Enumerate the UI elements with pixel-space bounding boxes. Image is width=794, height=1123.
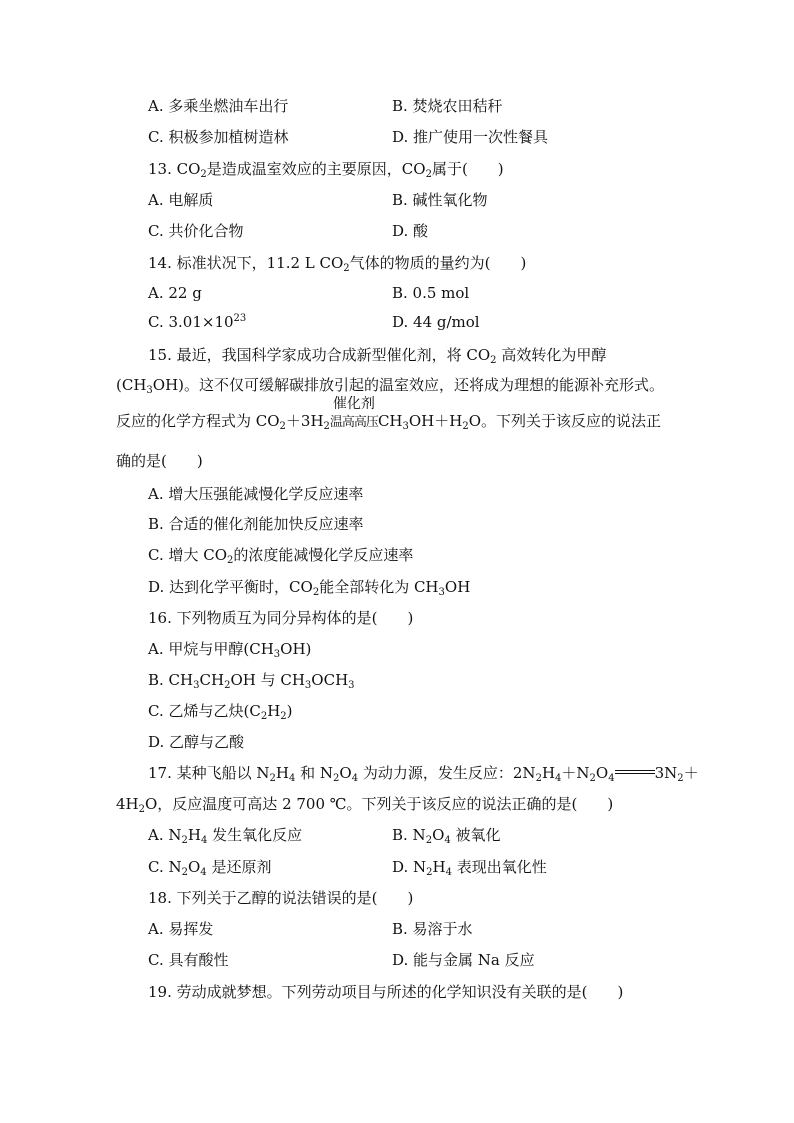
q13-options-row-1 (148, 189, 708, 211)
q17-stem-line-2: $4H_2O$，反应温度可高达 2 700 ℃。下列关于该反应的说法正确的是( ) (116, 795, 614, 815)
q16-option-a[interactable]: A. 甲烷与甲醇$(CH_3OH)$ (148, 640, 312, 660)
q18-option-a[interactable]: A. 易挥发 (148, 920, 214, 938)
q14-option-a[interactable]: A. 22 g (148, 284, 202, 302)
q14-option-d[interactable]: D. 44 g/mol (392, 313, 480, 331)
q12-option-a[interactable]: A. 多乘坐燃油车出行 (148, 97, 289, 115)
q12-option-d[interactable]: D. 推广使用一次性餐具 (392, 128, 549, 146)
q12-options-row-1 (148, 95, 708, 117)
q14-options-row-2 (148, 311, 708, 333)
q15-stem-line-2: $(CH_3OH)$。这不仅可缓解碳排放引起的温室效应，还将成为理想的能源补充形式。 (116, 376, 665, 396)
q12-option-b[interactable]: B. 焚烧农田秸秆 (392, 97, 503, 115)
q12-options-row-2 (148, 126, 708, 148)
q13-option-b[interactable]: B. 碱性氧化物 (392, 191, 488, 209)
catalyst-label: 催化剂 (332, 396, 375, 412)
q17-stem-line-1: 17. 某种飞船以 $N_2H_4$ 和 $N_2O_4$ 为动力源，发生反应：$2N_2H_4+N_2O_4$ $3N_2+$ (148, 764, 699, 784)
q15-equation-line: 反应的化学方程式为 $CO_2+3H_2$ 催化剂 温高高压$CH_3OH+H_2O$。下列关于该反应的说法正 (116, 396, 662, 432)
temperature-pressure-label: 温高高压 (329, 415, 378, 430)
q15-option-b[interactable]: B. 合适的催化剂能加快反应速率 (148, 515, 364, 533)
q14-stem: 14. 标准状况下，11.2 L $CO_2$气体的物质的量约为( ) (148, 254, 527, 274)
q12-option-c[interactable]: C. 积极参加植树造林 (148, 128, 289, 146)
q18-option-b[interactable]: B. 易溶于水 (392, 920, 473, 938)
q17-option-a[interactable]: A. $N_2H_4$ 发生氧化反应 (148, 826, 303, 846)
q13-options-row-2 (148, 220, 708, 242)
q18-stem: 18. 下列关于乙醇的说法错误的是( ) (148, 889, 414, 907)
q18-options-row-1 (148, 918, 708, 940)
q18-option-c[interactable]: C. 具有酸性 (148, 951, 229, 969)
q14-option-c[interactable]: C. $3.01\times 10^{23}$ (148, 313, 247, 331)
q15-stem-line-1: 15. 最近，我国科学家成功合成新型催化剂，将 $CO_2$ 高效转化为甲醇 (148, 346, 607, 366)
q17-options-row-1 (148, 824, 708, 846)
q15-option-c[interactable]: C. 增大 $CO_2$的浓度能减慢化学反应速率 (148, 546, 414, 566)
q13-option-c[interactable]: C. 共价化合物 (148, 222, 244, 240)
q13-stem: 13. $CO_2$是造成温室效应的主要原因，$CO_2$属于( ) (148, 160, 504, 180)
q19-stem: 19. 劳动成就梦想。下列劳动项目与所述的化学知识没有关联的是( ) (148, 983, 624, 1001)
q15-option-a[interactable]: A. 增大压强能减慢化学反应速率 (148, 485, 364, 503)
q13-option-d[interactable]: D. 酸 (392, 222, 429, 240)
q15-stem-line-4: 确的是( ) (116, 452, 203, 470)
q17-option-b[interactable]: B. $N_2O_4$ 被氧化 (392, 826, 501, 846)
q18-option-d[interactable]: D. 能与金属 Na 反应 (392, 951, 535, 969)
reaction-equals-sign (615, 768, 655, 776)
q17-option-c[interactable]: C. $N_2O_4$ 是还原剂 (148, 858, 272, 878)
q14-options-row-1 (148, 282, 708, 304)
q16-option-b[interactable]: B. $CH_3CH_2OH$ 与 $CH_3OCH_3$ (148, 671, 355, 691)
q16-option-c[interactable]: C. 乙烯与乙炔$(C_2H_2)$ (148, 702, 293, 722)
q18-options-row-2 (148, 949, 708, 971)
q14-option-b[interactable]: B. 0.5 mol (392, 284, 470, 302)
q16-stem: 16. 下列物质互为同分异构体的是( ) (148, 609, 414, 627)
q13-option-a[interactable]: A. 电解质 (148, 191, 214, 209)
q17-option-d[interactable]: D. $N_2H_4$ 表现出氧化性 (392, 858, 547, 878)
q15-option-d[interactable]: D. 达到化学平衡时，$CO_2$能全部转化为 $CH_3OH$ (148, 578, 471, 598)
reaction-condition (329, 396, 378, 434)
q17-options-row-2 (148, 856, 708, 878)
q16-option-d[interactable]: D. 乙醇与乙酸 (148, 733, 245, 751)
